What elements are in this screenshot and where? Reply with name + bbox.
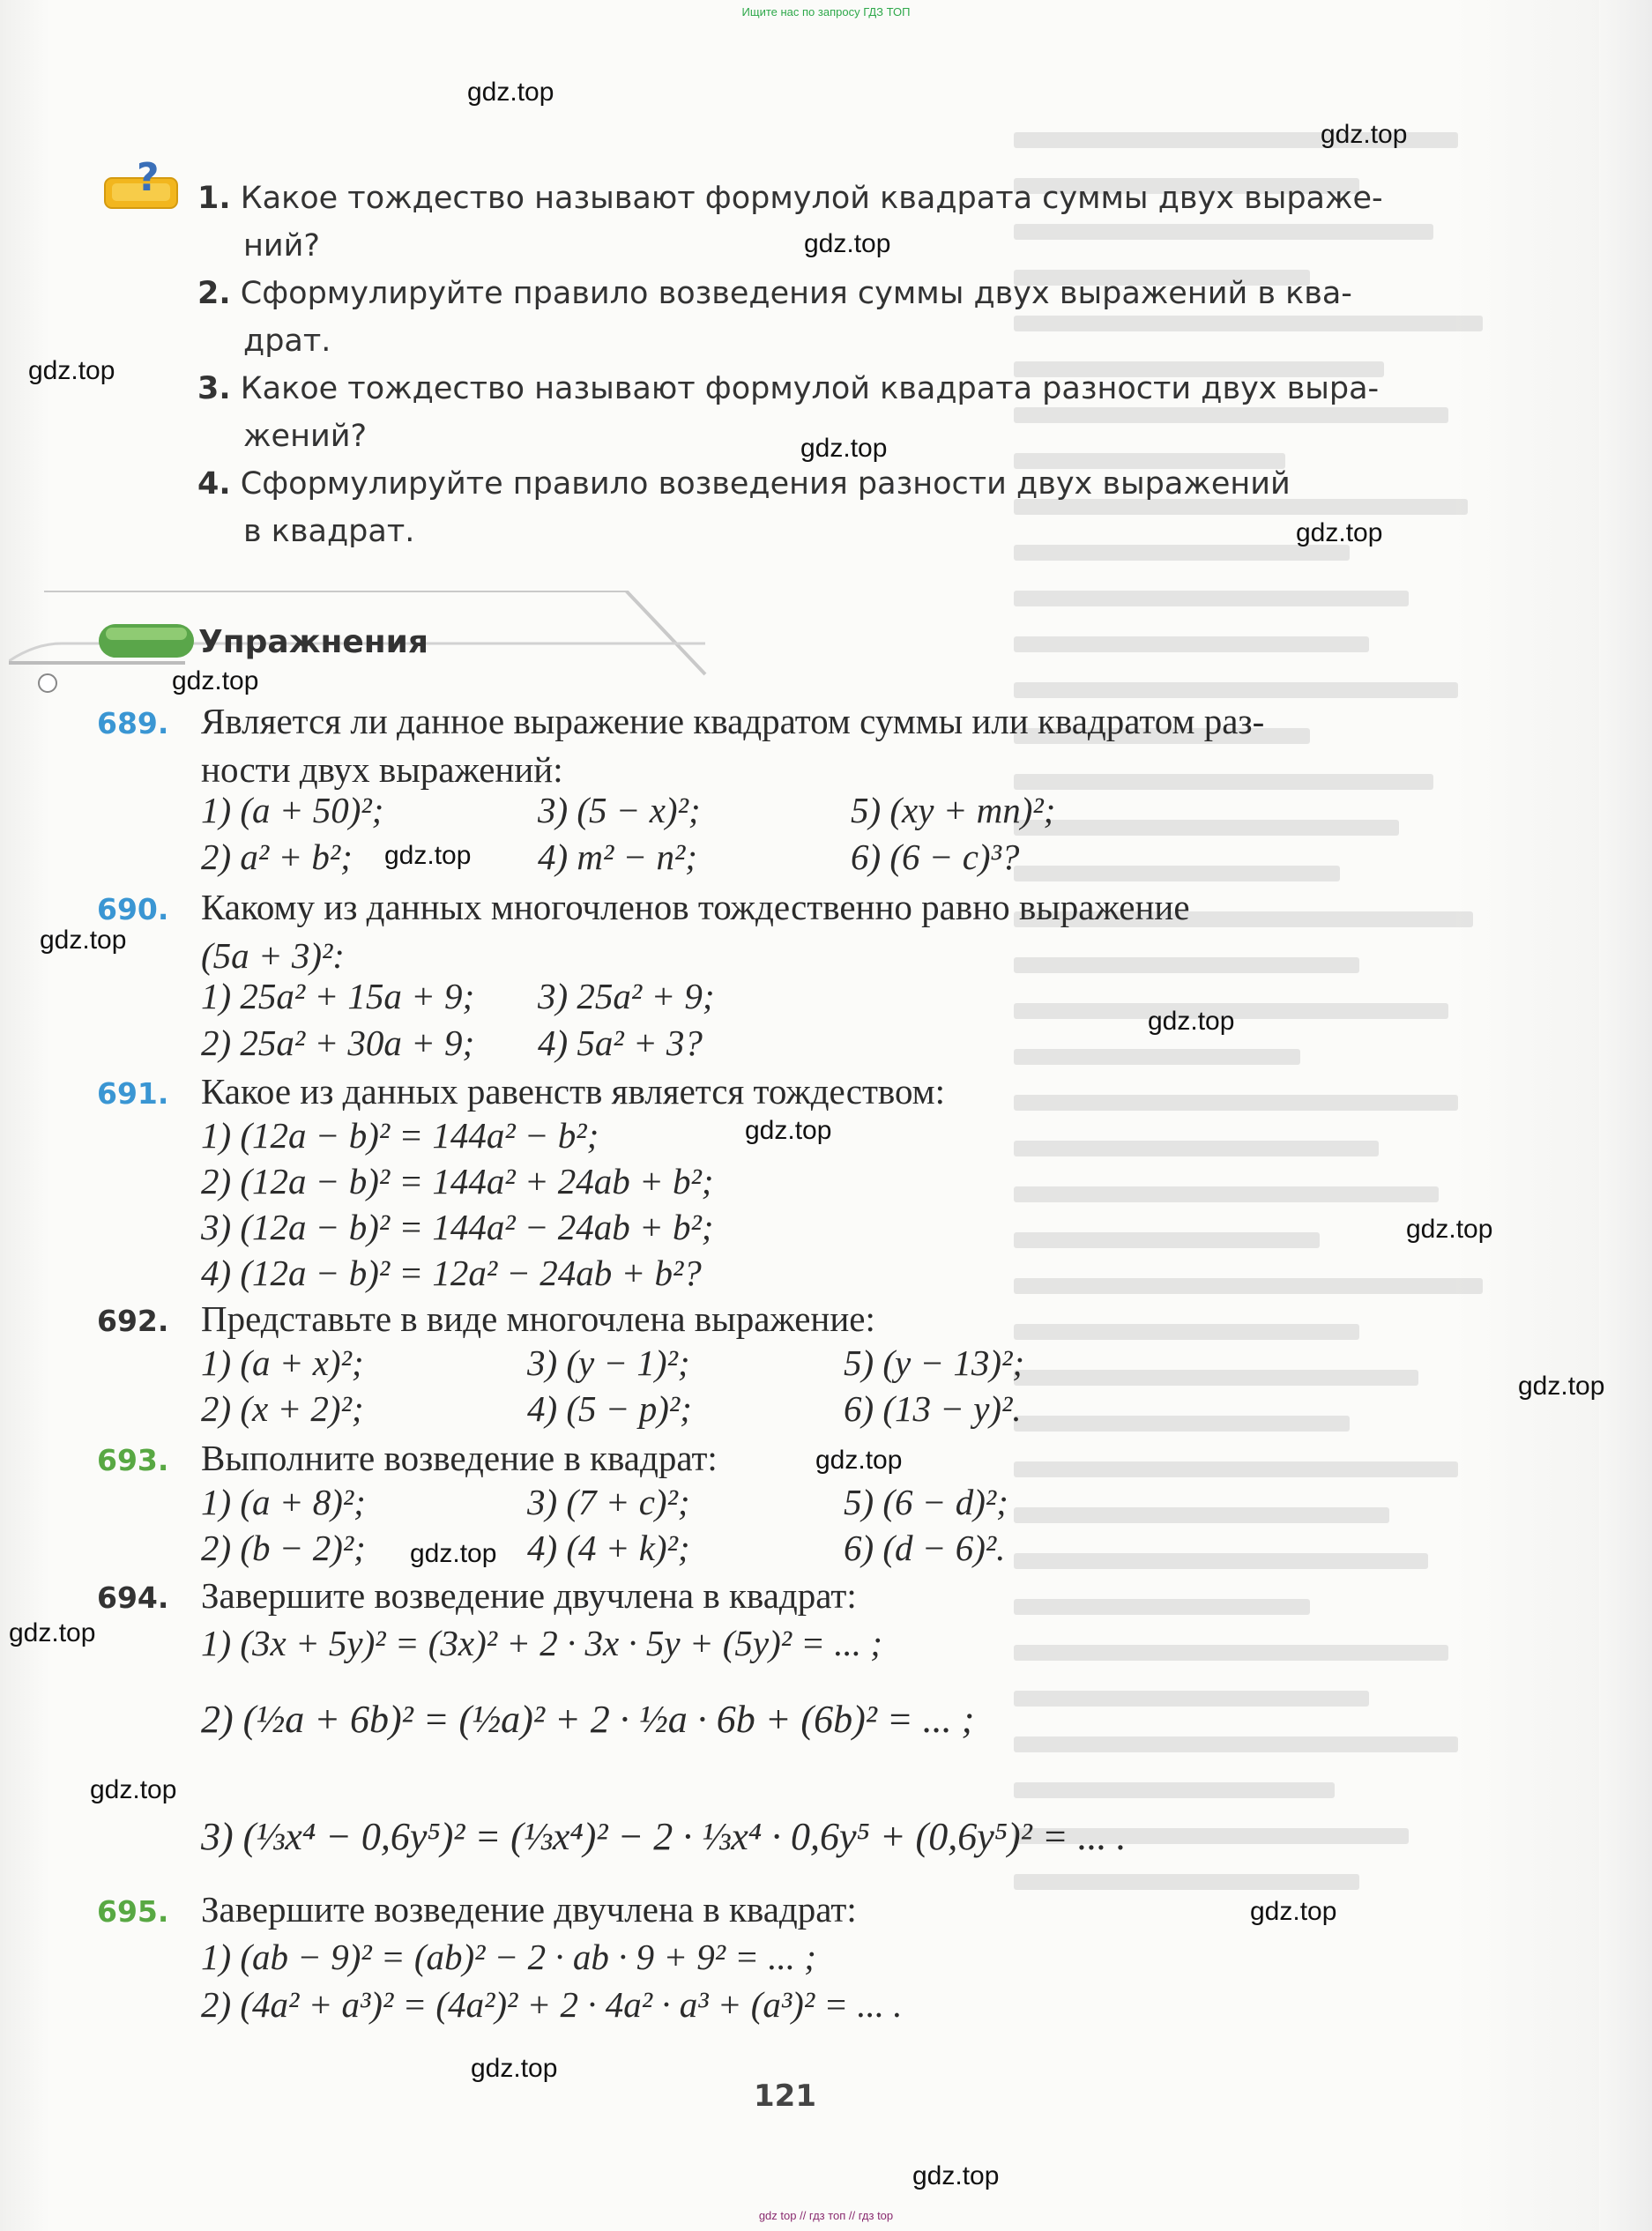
watermark: gdz.top [800, 434, 888, 463]
watermark: gdz.top [90, 1775, 177, 1804]
footer-note: gdz top // гдз топ // гдз top [758, 2209, 894, 2222]
exercise-693-option: 5) (6 − d)²; [844, 1482, 1008, 1522]
exercise-692-option: 5) (y − 13)²; [844, 1342, 1025, 1383]
watermark: gdz.top [912, 2161, 1000, 2190]
exercise-690-option: 4) 5a² + 3? [538, 1023, 703, 1063]
exercise-691-option: 1) (12a − b)² = 144a² − b²; [201, 1115, 599, 1156]
exercise-693: 693. Выполните возведение в квадрат: [97, 1435, 718, 1484]
watermark: gdz.top [28, 356, 115, 385]
exercise-number: 691. [97, 1076, 169, 1111]
exercise-694-option: 2) (½a + 6b)² = (½a)² + 2 · ½a · 6b + (6b)² = ... ; [201, 1698, 975, 1741]
question-4-line-2: в квадрат. [243, 514, 415, 549]
watermark: gdz.top [1148, 1007, 1235, 1036]
exercise-693-option: 3) (7 + c)²; [527, 1482, 690, 1522]
watermark: gdz.top [172, 666, 259, 695]
exercise-694: 694. Завершите возведение двучлена в квадрат: [97, 1573, 857, 1621]
exercise-689-option: 3) (5 − x)²; [538, 790, 701, 830]
watermark: gdz.top [467, 78, 554, 107]
watermark: gdz.top [40, 926, 127, 955]
exercise-693-option: 4) (4 + k)²; [527, 1528, 690, 1568]
question-4-line-1: 4. Сформулируйте правило возведения разности двух выражений [197, 466, 1291, 502]
exercise-693-option: 1) (a + 8)²; [201, 1482, 366, 1522]
svg-text:?: ? [137, 157, 160, 200]
watermark: gdz.top [745, 1116, 832, 1145]
exercise-692-option: 1) (a + x)²; [201, 1342, 364, 1383]
exercise-690: 690. Какому из данных многочленов тождественно равно выражение (5a + 3)²: [97, 887, 1190, 976]
exercise-691-option: 4) (12a − b)² = 12a² − 24ab + b²? [201, 1253, 702, 1293]
exercise-number: 695. [97, 1894, 169, 1929]
exercise-691-option: 3) (12a − b)² = 144a² − 24ab + b²; [201, 1207, 714, 1247]
exercise-691-option: 2) (12a − b)² = 144a² + 24ab + b²; [201, 1161, 714, 1201]
watermark: gdz.top [9, 1618, 96, 1647]
exercise-695-option: 2) (4a² + a³)² = (4a²)² + 2 · 4a² · a³ + (a³)² = ... . [201, 1984, 903, 2025]
header-note: Ищите нас по запросу ГДЗ ТОП [741, 5, 911, 19]
exercise-693-option: 2) (b − 2)²; [201, 1528, 366, 1568]
question-3-line-1: 3. Какое тождество называют формулой квадрата разности двух выра- [197, 371, 1380, 406]
question-2-line-1: 2. Сформулируйте правило возведения суммы двух выражений в ква- [197, 276, 1352, 311]
watermark: gdz.top [1296, 518, 1383, 547]
exercise-694-option: 3) (⅓x⁴ − 0,6y⁵)² = (⅓x⁴)² − 2 · ⅓x⁴ · 0,6y⁵ + (0,6y⁵)² = ... . [201, 1815, 1127, 1858]
exercise-694-option: 1) (3x + 5y)² = (3x)² + 2 · 3x · 5y + (5y)² = ... ; [201, 1623, 882, 1663]
exercise-689-option: 5) (xy + mn)²; [851, 790, 1056, 830]
exercise-number: 694. [97, 1580, 169, 1615]
exercise-689-option: 1) (a + 50)²; [201, 790, 384, 830]
exercise-691: 691. Какое из данных равенств является тождеством: [97, 1068, 945, 1117]
exercise-689: 689. Является ли данное выражение квадратом суммы или квадратом раз- ности двух выражений: [97, 701, 1265, 790]
watermark: gdz.top [1518, 1372, 1605, 1401]
exercise-number: 693. [97, 1443, 169, 1477]
page-edge-shadow [1599, 0, 1652, 2231]
exercise-number: 689. [97, 706, 169, 740]
exercise-690-option: 1) 25a² + 15a + 9; [201, 976, 475, 1016]
watermark: gdz.top [1321, 120, 1408, 149]
exercise-number: 692. [97, 1304, 169, 1338]
watermark: gdz.top [384, 841, 472, 870]
exercise-692-option: 4) (5 − p)²; [527, 1388, 692, 1429]
exercise-690-option: 2) 25a² + 30a + 9; [201, 1023, 475, 1063]
exercise-692-option: 6) (13 − y)². [844, 1388, 1022, 1429]
watermark: gdz.top [1406, 1215, 1493, 1244]
exercise-692-option: 2) (x + 2)²; [201, 1388, 364, 1429]
question-1-line-1: 1. Какое тождество называют формулой квадрата суммы двух выраже- [197, 181, 1383, 216]
watermark: gdz.top [815, 1446, 903, 1475]
exercise-692: 692. Представьте в виде многочлена выражение: [97, 1296, 875, 1344]
exercise-695-option: 1) (ab − 9)² = (ab)² − 2 · ab · 9 + 9² = ... ; [201, 1937, 816, 1977]
exercise-690-option: 3) 25a² + 9; [538, 976, 715, 1016]
exercise-689-option: 4) m² − n²; [538, 837, 697, 877]
exercise-number: 690. [97, 892, 169, 926]
watermark: gdz.top [471, 2054, 558, 2083]
page-number: 121 [754, 2079, 816, 2114]
exercise-689-option: 2) a² + b²; [201, 837, 353, 877]
section-title: Упражнения [198, 624, 429, 660]
watermark: gdz.top [1250, 1897, 1337, 1926]
exercise-692-option: 3) (y − 1)²; [527, 1342, 690, 1383]
question-2-line-2: драт. [243, 323, 331, 359]
question-mark-icon [101, 157, 186, 219]
exercise-693-option: 6) (d − 6)². [844, 1528, 1006, 1568]
question-1-line-2: ний? [243, 228, 320, 264]
exercise-689-option: 6) (6 − c)³? [851, 837, 1020, 877]
question-3-line-2: жений? [243, 419, 368, 454]
exercise-695: 695. Завершите возведение двучлена в квадрат: [97, 1886, 857, 1935]
watermark: gdz.top [410, 1539, 497, 1568]
watermark: gdz.top [804, 229, 891, 258]
